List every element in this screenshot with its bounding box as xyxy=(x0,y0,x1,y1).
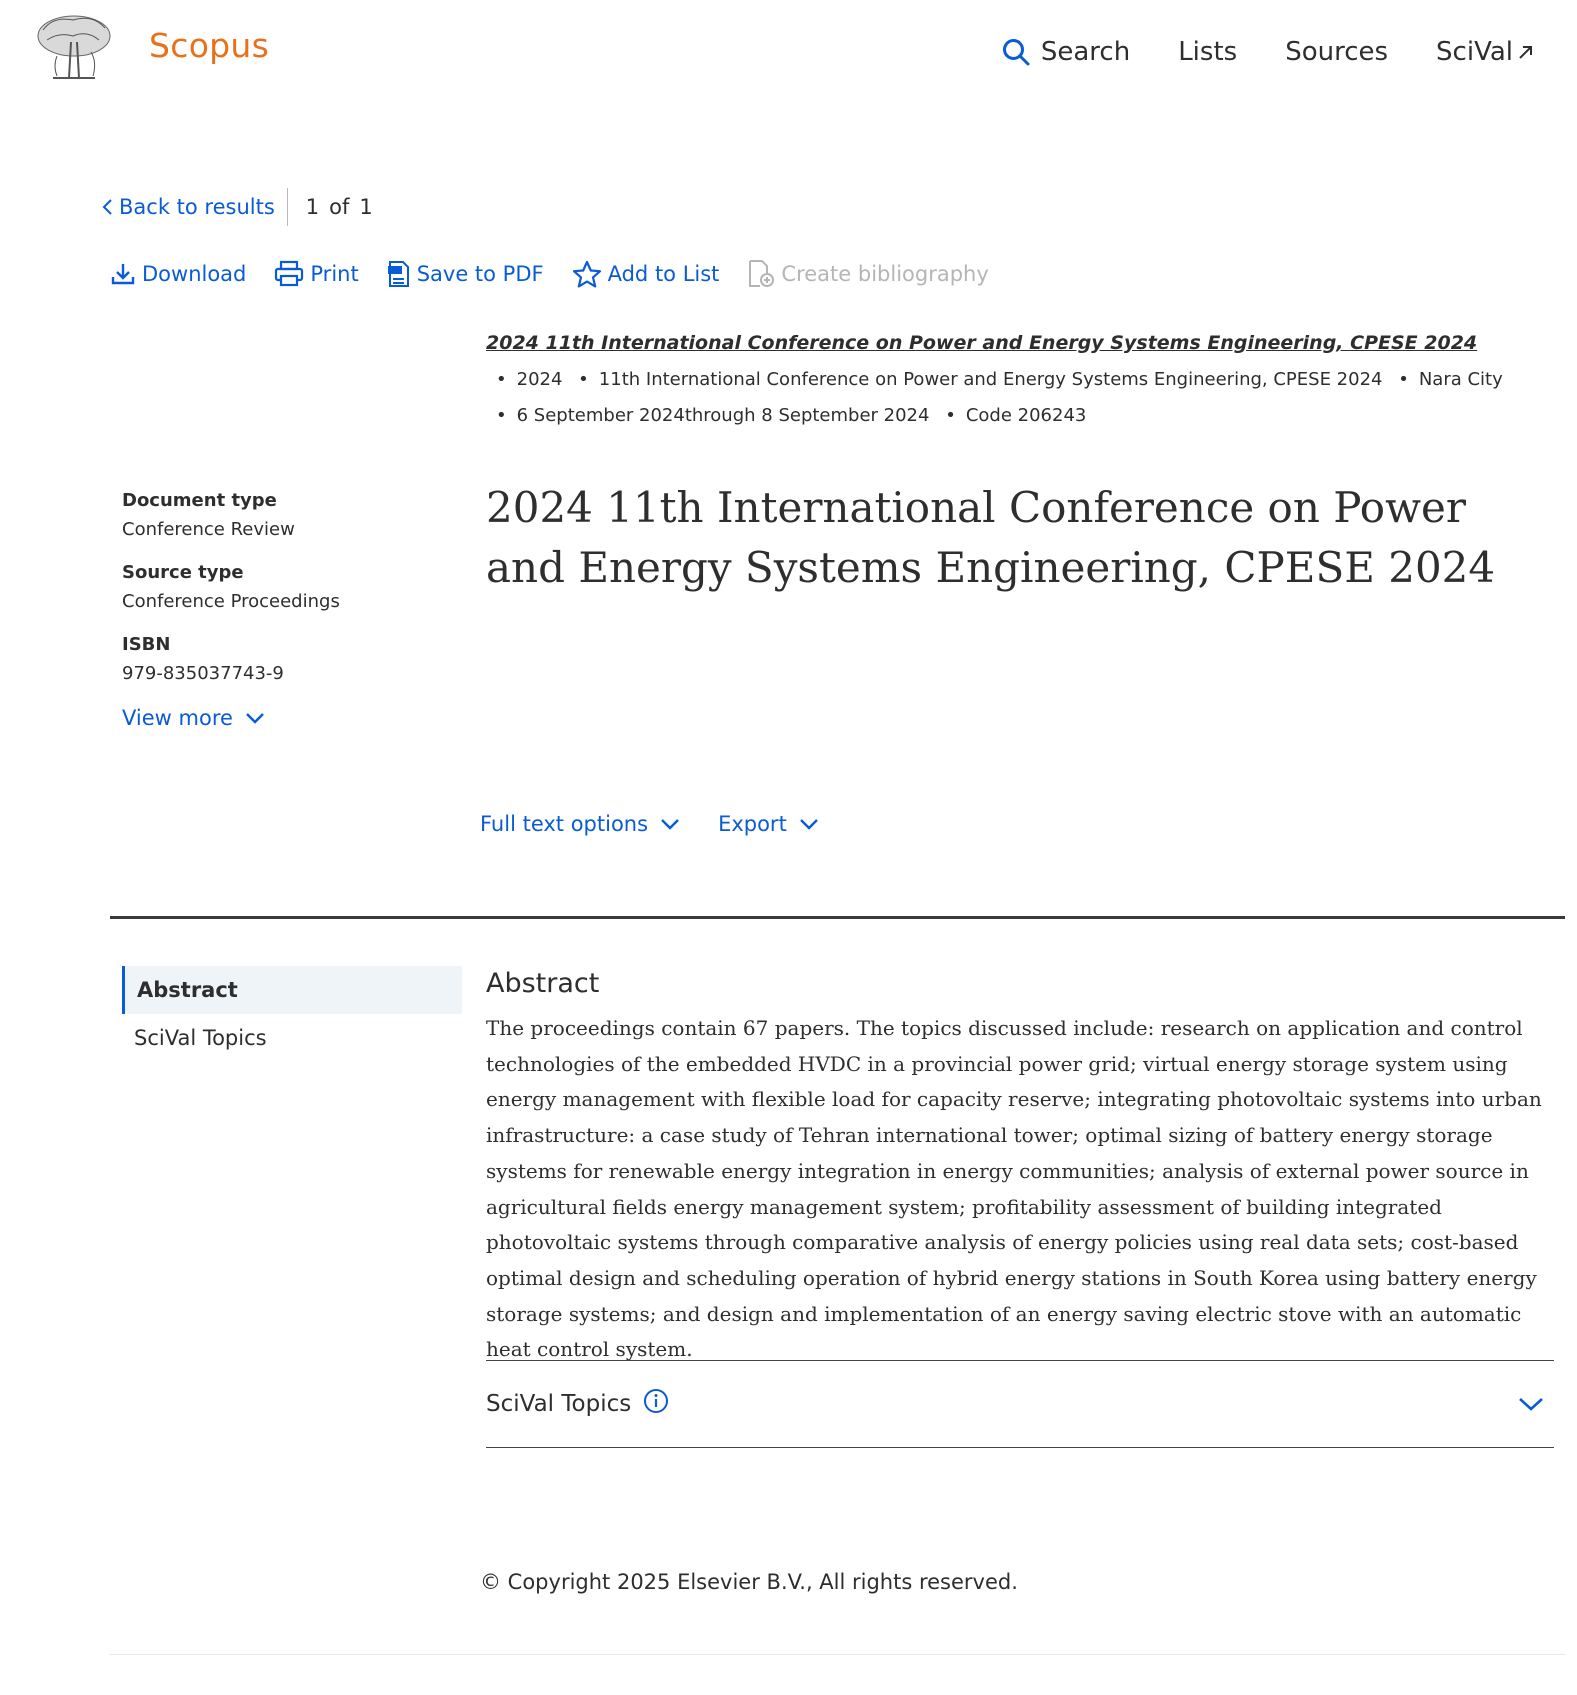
chevron-down-icon[interactable] xyxy=(1518,1396,1544,1412)
chevron-left-icon xyxy=(101,198,113,216)
sidenav-item-abstract[interactable]: Abstract xyxy=(122,966,462,1014)
document-toolbar xyxy=(110,256,1017,292)
document-type-label: Document type xyxy=(122,490,277,511)
download-label: Download xyxy=(142,262,247,286)
search-icon xyxy=(1001,37,1031,67)
create-bibliography-label: Create bibliography xyxy=(781,262,989,286)
printer-icon xyxy=(274,260,304,288)
top-navigation xyxy=(1001,32,1577,72)
print-label: Print xyxy=(310,262,359,286)
source-location: Nara City xyxy=(1418,369,1503,390)
chevron-down-icon xyxy=(799,818,819,830)
sidenav-item-scival-topics[interactable]: SciVal Topics xyxy=(134,1026,267,1050)
bibliography-icon xyxy=(747,259,775,289)
add-to-list-label: Add to List xyxy=(607,262,720,286)
view-more-button[interactable] xyxy=(122,706,452,730)
abstract-section xyxy=(486,968,1556,1368)
nav-scival[interactable] xyxy=(1436,37,1535,67)
isbn-label: ISBN xyxy=(122,634,171,655)
nav-search-label: Search xyxy=(1040,37,1131,67)
view-more-label: View more xyxy=(122,706,233,730)
download-icon xyxy=(110,261,136,287)
source-title-link[interactable]: 2024 11th International Conference on Power and Energy Systems Engineering, CPESE 2024 xyxy=(486,332,1478,354)
isbn-value: 979-835037743-9 xyxy=(122,663,284,684)
pdf-icon xyxy=(387,260,411,288)
full-text-options-dropdown[interactable] xyxy=(480,812,680,836)
footer-divider xyxy=(110,1654,1565,1655)
pager-total: 1 xyxy=(359,195,373,219)
back-to-results-label: Back to results xyxy=(119,195,275,219)
section-divider xyxy=(110,916,1565,919)
nav-search[interactable] xyxy=(1001,37,1130,67)
separator-dot: • xyxy=(945,405,956,426)
nav-scival-label: SciVal xyxy=(1436,37,1513,67)
back-to-results-link[interactable] xyxy=(101,188,288,226)
source-dates: 6 September 2024through 8 September 2024 xyxy=(516,405,930,426)
scival-topics-header xyxy=(486,1391,669,1417)
separator-dot: • xyxy=(578,369,589,390)
source-type-value: Conference Proceedings xyxy=(122,591,340,612)
source-conference: 11th International Conference on Power and Energy Systems Engineering, CPESE 2024 xyxy=(598,369,1383,390)
pager-current: 1 xyxy=(305,195,320,219)
separator-dot: • xyxy=(1398,369,1409,390)
section-sidenav xyxy=(122,966,462,1062)
copyright-notice: © Copyright 2025 Elsevier B.V., All rights reserved. xyxy=(480,1570,1018,1594)
results-navigation xyxy=(101,188,373,226)
abstract-text: The proceedings contain 67 papers. The topics discussed include: research on application and control technologies of the embedded HVDC in a provincial power grid; virtual energy storage system using energy management with flexible load for capacity reserve; integrating photovoltaic systems into urban infrastructure: a case study of Tehran international tower; optimal sizing of battery energy storage systems for renewable energy integration in energy communities; analysis of external power source in agricultural fields energy management system; profitability assessment of building integrated photovoltaic systems through comparative analysis of energy policies using real data sets; cost-based optimal design and scheduling operation of hybrid energy stations in South Korea using battery energy storage systems; and design and implementation of an energy saving electric stove with an automatic heat control system. xyxy=(486,1016,1542,1362)
export-label: Export xyxy=(718,812,787,836)
download-button[interactable] xyxy=(110,261,246,287)
scival-topics-accordion[interactable] xyxy=(486,1360,1554,1448)
result-pager xyxy=(306,195,373,219)
source-type-label: Source type xyxy=(122,562,244,583)
add-to-list-button[interactable] xyxy=(572,260,720,288)
document-metadata xyxy=(122,490,452,730)
info-icon[interactable] xyxy=(643,1388,669,1414)
document-title: 2024 11th International Conference on Power and Energy Systems Engineering, CPESE 2024 xyxy=(486,483,1496,592)
document-type-value: Conference Review xyxy=(122,519,295,540)
chevron-down-icon xyxy=(245,712,265,724)
separator-dot: • xyxy=(496,369,507,390)
create-bibliography-button[interactable] xyxy=(747,259,988,289)
pager-of: of xyxy=(329,195,350,219)
site-header xyxy=(0,0,1577,110)
print-button[interactable] xyxy=(274,260,358,288)
star-icon xyxy=(572,260,602,288)
nav-sources[interactable]: Sources xyxy=(1285,37,1389,67)
document-actions xyxy=(480,812,857,836)
nav-lists[interactable]: Lists xyxy=(1178,37,1238,67)
external-link-icon xyxy=(1517,43,1535,61)
source-code: Code 206243 xyxy=(965,405,1087,426)
elsevier-tree-logo[interactable] xyxy=(33,12,115,86)
source-info xyxy=(486,325,1506,434)
separator-dot: • xyxy=(496,405,507,426)
scopus-brand[interactable]: Scopus xyxy=(149,26,270,65)
save-to-pdf-label: Save to PDF xyxy=(416,262,544,286)
export-dropdown[interactable] xyxy=(718,812,819,836)
full-text-options-label: Full text options xyxy=(480,812,649,836)
scival-topics-heading: SciVal Topics xyxy=(486,1391,632,1417)
save-to-pdf-button[interactable] xyxy=(387,260,544,288)
chevron-down-icon xyxy=(660,818,680,830)
abstract-heading: Abstract xyxy=(486,968,600,999)
source-year: 2024 xyxy=(516,369,563,390)
